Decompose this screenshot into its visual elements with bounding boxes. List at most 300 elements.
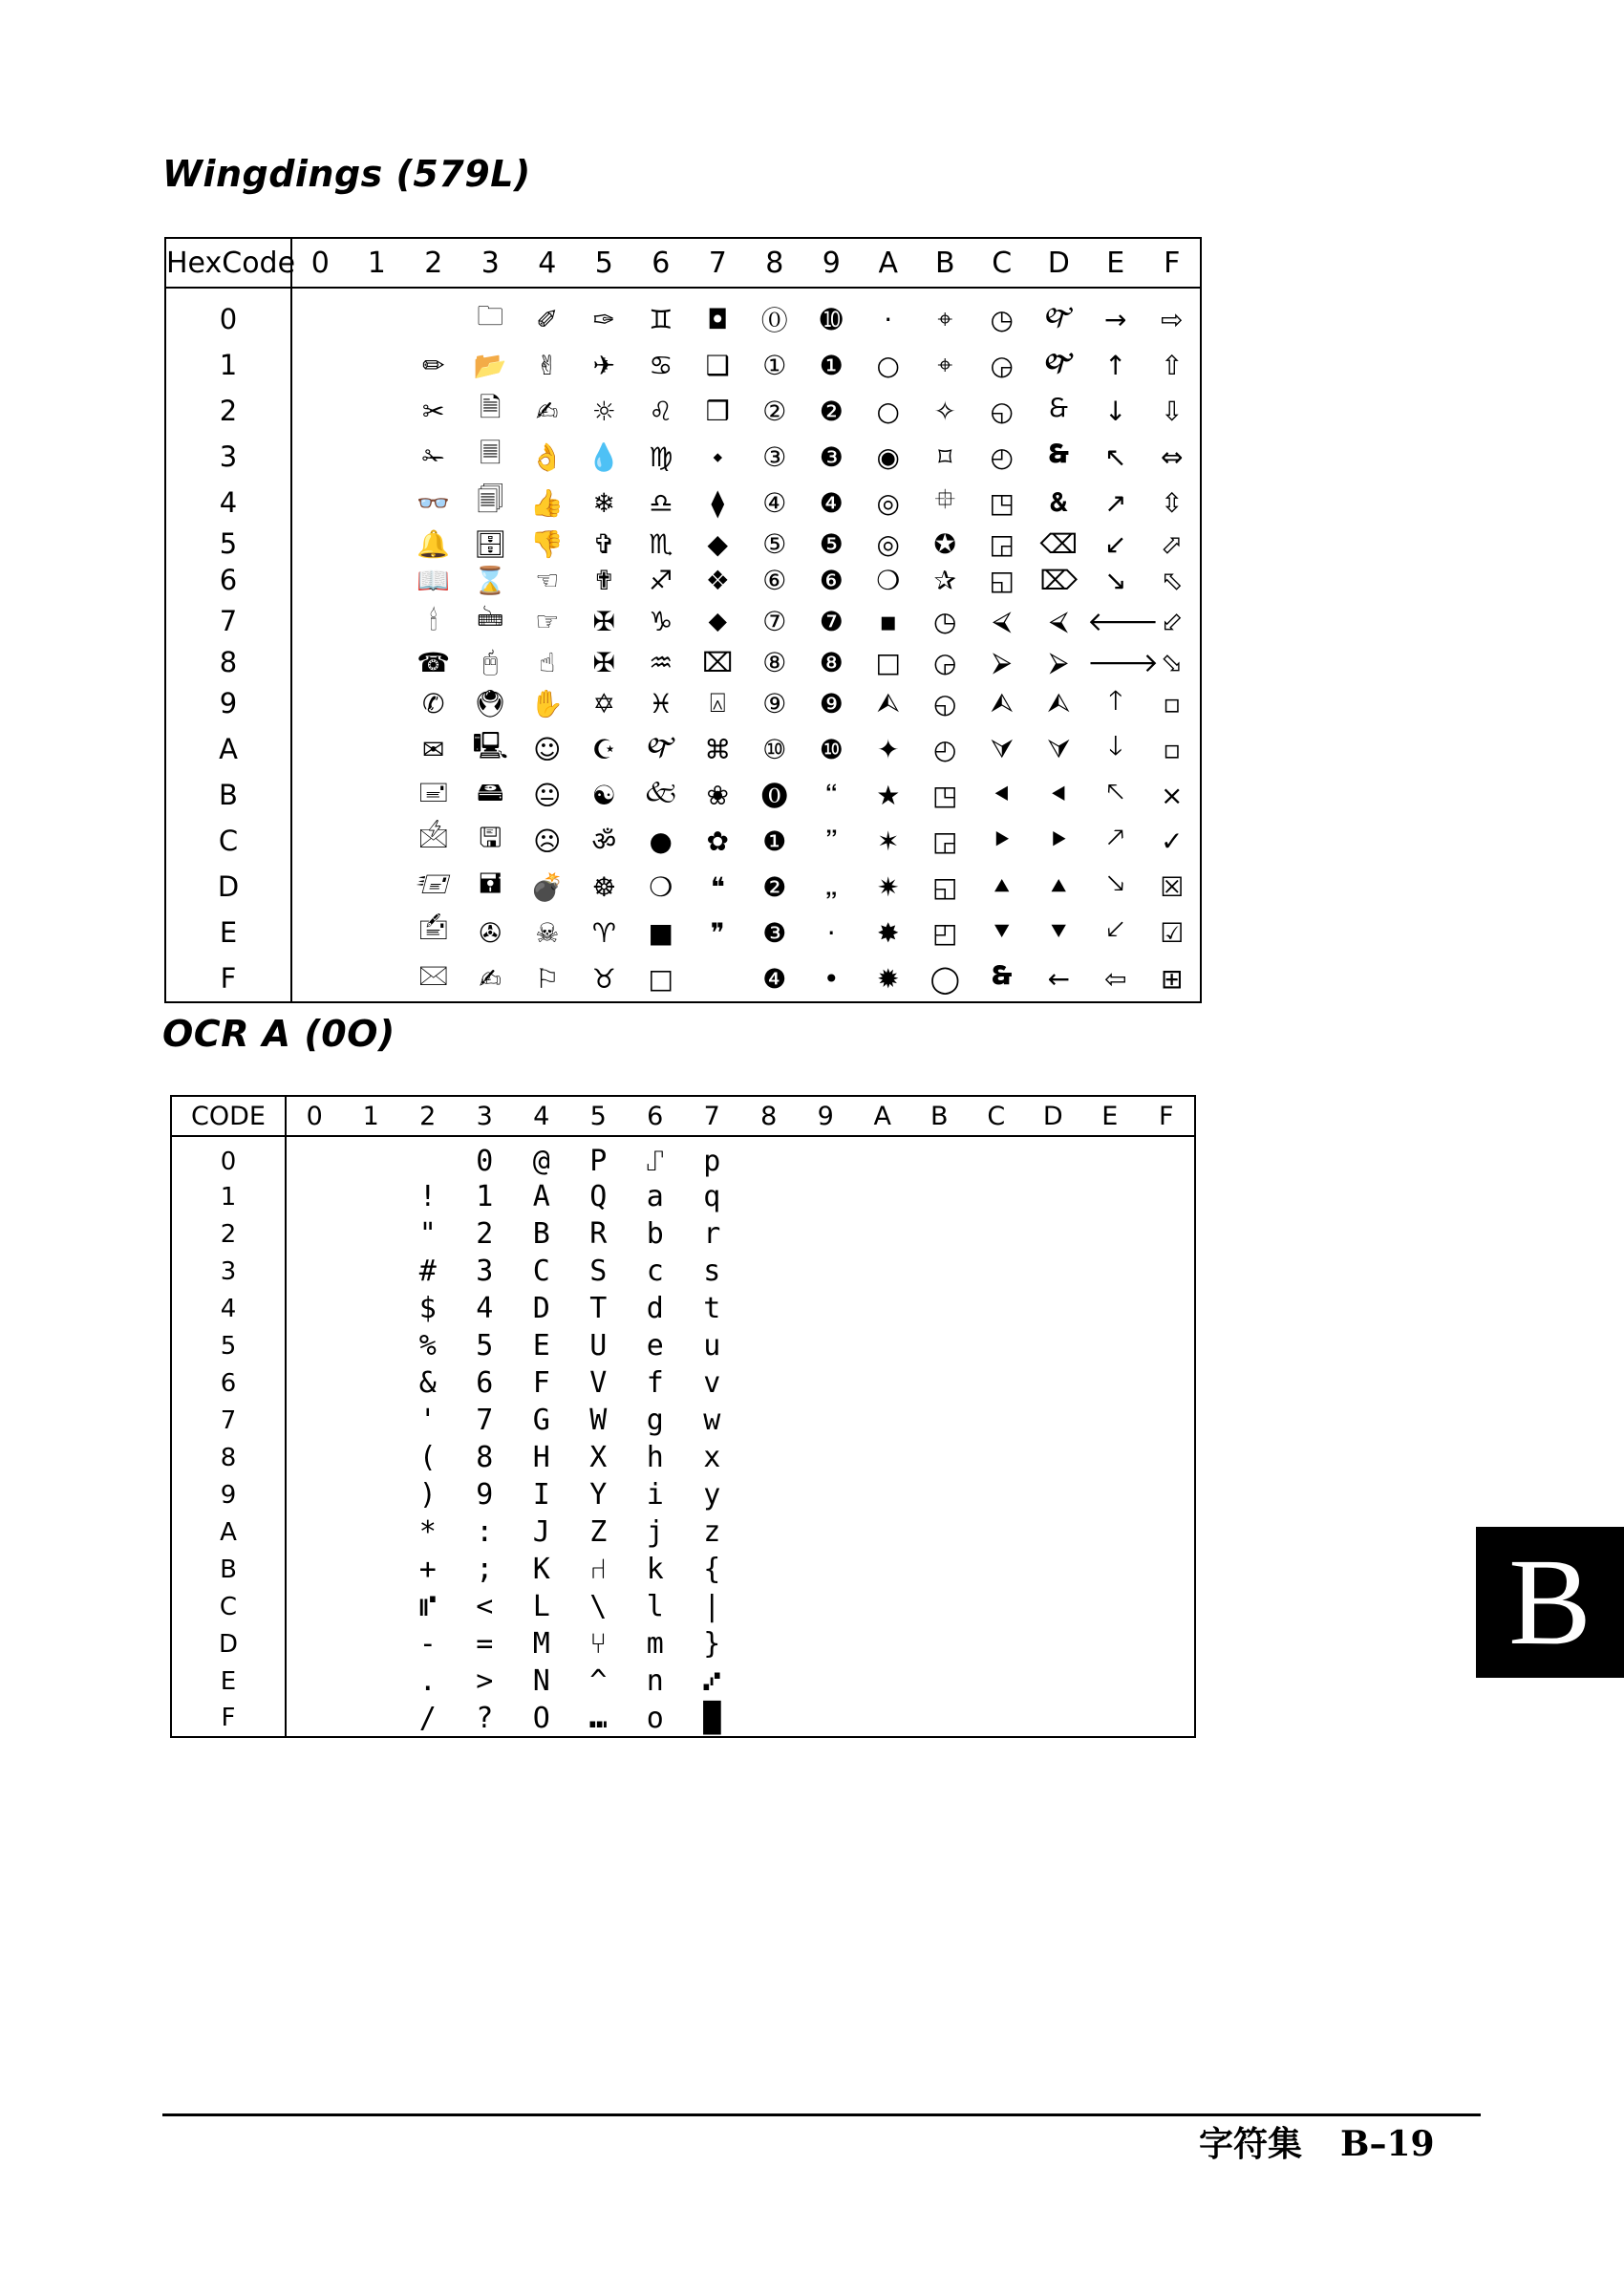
column-header: 4 (519, 238, 576, 288)
glyph-cell (968, 1513, 1025, 1551)
glyph-cell: ♋ (649, 349, 673, 381)
glyph-cell (1081, 1663, 1139, 1700)
row-header: B (171, 1551, 286, 1588)
glyph-cell (1081, 1513, 1139, 1551)
glyph-cell: ⌘ (704, 733, 732, 765)
glyph-cell (286, 1700, 343, 1737)
footer (1199, 2117, 1435, 2166)
glyph-cell: ☠ (535, 916, 560, 949)
glyph-cell: r (703, 1217, 721, 1251)
glyph-cell (854, 1136, 911, 1178)
glyph-cell: ✑ (592, 303, 615, 335)
glyph-cell (911, 1290, 969, 1327)
glyph-cell (286, 1513, 343, 1551)
glyph-cell (740, 1476, 798, 1513)
glyph-cell: c (646, 1255, 664, 1288)
glyph-cell: ⯇ (1048, 779, 1070, 810)
glyph-cell: 🡗 (1106, 913, 1125, 945)
glyph-cell: : (476, 1515, 494, 1549)
glyph-cell: ⌦ (1039, 564, 1079, 596)
glyph-cell: 🙲 (1049, 392, 1069, 423)
glyph-cell: i (646, 1478, 664, 1512)
glyph-cell: Z (589, 1515, 608, 1549)
glyph-cell (1025, 1588, 1082, 1625)
glyph-cell (1081, 1402, 1139, 1439)
glyph-cell (1139, 1663, 1196, 1700)
glyph-cell: ▫ (1163, 733, 1182, 765)
glyph-cell: " (418, 1217, 437, 1251)
glyph-cell: ⮘ (1049, 605, 1069, 636)
glyph-cell: ➓ (820, 303, 843, 335)
glyph-cell (968, 1178, 1025, 1215)
table-row (165, 562, 1201, 598)
glyph-cell (1139, 1402, 1196, 1439)
glyph-cell: 0 (476, 1145, 494, 1178)
glyph-cell (286, 1439, 343, 1476)
glyph-cell: ⯈ (1048, 825, 1070, 856)
table-row (165, 644, 1201, 680)
glyph-cell (291, 818, 349, 864)
glyph-cell: ⬩ (713, 440, 723, 472)
glyph-cell: k (646, 1553, 664, 1586)
glyph-cell (291, 772, 349, 818)
glyph-cell: ⊞ (1161, 962, 1184, 995)
row-header: 0 (165, 288, 291, 342)
glyph-cell: 🗎 (479, 392, 502, 423)
glyph-cell (1025, 1364, 1082, 1402)
glyph-cell: v (703, 1366, 721, 1400)
glyph-cell (291, 434, 349, 480)
glyph-cell: s (703, 1255, 721, 1288)
glyph-cell (349, 644, 406, 680)
glyph-cell (740, 1588, 798, 1625)
glyph-cell: & (418, 1366, 437, 1400)
row-header: 9 (165, 680, 291, 726)
glyph-cell: ☎ (417, 646, 451, 678)
glyph-cell (854, 1215, 911, 1253)
glyph-cell (291, 726, 349, 772)
glyph-cell: $ (418, 1292, 437, 1325)
glyph-cell: 📂 (473, 349, 507, 381)
glyph-cell: V (589, 1366, 608, 1400)
column-header: 2 (405, 238, 462, 288)
glyph-cell: 👎 (530, 527, 565, 560)
table-row (171, 1551, 1195, 1588)
glyph-cell: ◴ (933, 733, 957, 765)
glyph-cell (911, 1439, 969, 1476)
table-row (165, 910, 1201, 955)
glyph-cell: ☼ (591, 395, 616, 427)
glyph-cell (1139, 1215, 1196, 1253)
column-header: A (854, 1096, 911, 1136)
row-header: 0 (171, 1136, 286, 1178)
glyph-cell (798, 1439, 855, 1476)
glyph-cell: W (589, 1404, 608, 1437)
row-header: 2 (165, 388, 291, 434)
glyph-cell (1139, 1513, 1196, 1551)
glyph-cell: l (646, 1590, 664, 1623)
glyph-cell: 🖰 (481, 646, 499, 677)
glyph-cell: ↑ (1104, 349, 1127, 381)
glyph-cell: ② (762, 395, 787, 427)
glyph-cell (343, 1136, 400, 1178)
glyph-cell: ⯆ (991, 916, 1013, 948)
row-header: A (171, 1513, 286, 1551)
glyph-cell (286, 1402, 343, 1439)
glyph-cell: S (589, 1255, 608, 1288)
glyph-cell (854, 1253, 911, 1290)
glyph-cell (286, 1551, 343, 1588)
wingdings-table (164, 237, 1202, 1003)
glyph-cell: 🖮 (477, 602, 504, 633)
glyph-cell: 🡖 (1106, 868, 1125, 899)
glyph-cell (343, 1551, 400, 1588)
glyph-cell (1025, 1700, 1082, 1737)
glyph-cell: ❾ (819, 687, 844, 719)
glyph-cell: ⯅ (1048, 870, 1070, 902)
glyph-cell: ⮙ (876, 687, 900, 719)
glyph-cell (286, 1136, 343, 1178)
row-header: 4 (171, 1290, 286, 1327)
glyph-cell (740, 1215, 798, 1253)
glyph-cell: ❺ (819, 527, 844, 560)
glyph-cell: ◴ (990, 440, 1014, 473)
glyph-cell (1025, 1253, 1082, 1290)
glyph-cell (349, 680, 406, 726)
glyph-cell (349, 480, 406, 526)
glyph-cell: 🡐 (1087, 606, 1160, 637)
glyph-cell: ☺ (533, 733, 562, 765)
glyph-cell (968, 1364, 1025, 1402)
glyph-cell: ✐ (536, 303, 559, 335)
glyph-cell (740, 1551, 798, 1588)
glyph-cell: C (532, 1255, 550, 1288)
glyph-cell: 👍 (530, 486, 565, 519)
row-header: D (165, 864, 291, 910)
glyph-cell (798, 1364, 855, 1402)
table-row (165, 772, 1201, 818)
glyph-cell (349, 342, 406, 388)
glyph-cell: D (532, 1292, 550, 1325)
glyph-cell: n (646, 1664, 664, 1698)
glyph-cell: ① (762, 349, 787, 381)
column-header: 7 (684, 1096, 741, 1136)
glyph-cell: · (826, 916, 836, 949)
glyph-cell: ☹ (533, 825, 562, 857)
glyph-cell: % (418, 1329, 437, 1362)
glyph-cell: ⬥ (708, 605, 728, 636)
glyph-cell: ⑀ (646, 1145, 664, 1178)
glyph-cell: ⍓ (709, 687, 726, 719)
glyph-cell: w (703, 1404, 721, 1437)
glyph-cell (286, 1625, 343, 1663)
glyph-cell: ⇩ (1161, 395, 1184, 427)
glyph-cell: x (703, 1441, 721, 1474)
glyph-cell (349, 726, 406, 772)
row-header: 9 (171, 1476, 286, 1513)
glyph-cell: 🖬 (479, 868, 502, 899)
glyph-cell: ⑨ (762, 687, 787, 719)
glyph-cell: ✍ (536, 395, 559, 427)
glyph-cell: ❑ (705, 349, 730, 381)
glyph-cell: + (418, 1553, 437, 1586)
glyph-cell: 📖 (417, 564, 451, 596)
glyph-cell: ♑ (649, 605, 673, 637)
table-row (165, 388, 1201, 434)
glyph-cell: ? (476, 1701, 494, 1735)
glyph-cell: ♈ (591, 916, 616, 949)
glyph-cell (911, 1364, 969, 1402)
row-header: F (171, 1700, 286, 1737)
glyph-cell: \ (589, 1590, 608, 1623)
glyph-cell (911, 1215, 969, 1253)
table-row (171, 1215, 1195, 1253)
glyph-cell: M (532, 1627, 550, 1661)
row-header: 1 (165, 342, 291, 388)
row-header: 3 (165, 434, 291, 480)
glyph-cell (740, 1625, 798, 1663)
glyph-cell (349, 598, 406, 644)
glyph-cell: ⇦ (1104, 962, 1127, 995)
glyph-cell: / (418, 1701, 437, 1735)
glyph-cell (1025, 1327, 1082, 1364)
glyph-cell (1081, 1364, 1139, 1402)
glyph-cell: | (703, 1590, 721, 1623)
header-row (171, 1096, 1195, 1136)
table-row (165, 680, 1201, 726)
glyph-cell: O (532, 1701, 550, 1735)
glyph-cell (1081, 1476, 1139, 1513)
glyph-cell (911, 1700, 969, 1737)
glyph-cell: ◷ (990, 303, 1014, 335)
glyph-cell: 🗐 (477, 483, 504, 515)
glyph-cell: 🖴 (477, 776, 504, 807)
glyph-cell: ♍ (649, 440, 673, 473)
table-row (165, 480, 1201, 526)
row-header: 6 (165, 562, 291, 598)
glyph-cell: ^ (589, 1664, 608, 1698)
glyph-cell (343, 1588, 400, 1625)
glyph-cell: ! (418, 1180, 437, 1213)
glyph-cell (1139, 1327, 1196, 1364)
glyph-cell (1025, 1663, 1082, 1700)
glyph-cell: K (532, 1553, 550, 1586)
glyph-cell (291, 288, 349, 342)
glyph-cell: 🖃 (417, 776, 450, 807)
glyph-cell: ❍ (876, 564, 901, 596)
glyph-cell (1025, 1513, 1082, 1551)
glyph-cell: U (589, 1329, 608, 1362)
glyph-cell: ◷ (933, 605, 957, 637)
glyph-cell: j (646, 1515, 664, 1549)
glyph-cell (1025, 1625, 1082, 1663)
glyph-cell: ⑁ (589, 1553, 608, 1586)
glyph-cell: ▪ (879, 605, 898, 637)
glyph-cell: ✞ (592, 527, 615, 560)
column-header: 6 (627, 1096, 684, 1136)
glyph-cell: 🙸 (824, 870, 839, 902)
glyph-cell: ⇔ (1161, 440, 1184, 473)
table-row (171, 1253, 1195, 1290)
glyph-cell: 🙳 (992, 959, 1013, 991)
glyph-cell: 3 (476, 1255, 494, 1288)
glyph-cell (740, 1439, 798, 1476)
glyph-cell (1081, 1625, 1139, 1663)
page-number: B–19 (1340, 2124, 1435, 2164)
glyph-cell: # (418, 1255, 437, 1288)
glyph-cell (291, 910, 349, 955)
row-header: 2 (171, 1215, 286, 1253)
glyph-cell: ○ (876, 349, 900, 381)
glyph-cell: 👌 (530, 440, 565, 473)
glyph-cell: 🖂 (417, 959, 450, 991)
column-header: 7 (690, 238, 747, 288)
glyph-cell (1139, 1588, 1196, 1625)
glyph-cell: 🡔 (1106, 776, 1125, 807)
glyph-cell (349, 910, 406, 955)
glyph-cell (291, 598, 349, 644)
glyph-cell: ☒ (1160, 870, 1185, 903)
glyph-cell (1025, 1136, 1082, 1178)
glyph-cell: ⑦ (762, 605, 787, 637)
glyph-cell: ✁ (422, 440, 445, 473)
glyph-cell: 🙴 (1049, 486, 1069, 518)
glyph-cell: ✉ (422, 733, 445, 765)
table-row (165, 726, 1201, 772)
glyph-cell (911, 1136, 969, 1178)
glyph-cell: ❹ (819, 486, 844, 519)
glyph-cell: 🗄 (473, 527, 508, 560)
glyph-cell: 9 (476, 1478, 494, 1512)
glyph-cell: 🖅 (416, 868, 451, 899)
glyph-cell (1081, 1253, 1139, 1290)
glyph-cell: ❀ (706, 779, 729, 811)
column-header: 8 (740, 1096, 798, 1136)
glyph-cell: ॐ (591, 826, 617, 857)
glyph-cell: ❷ (762, 870, 787, 903)
glyph-cell (740, 1178, 798, 1215)
glyph-cell: 🙱 (1041, 346, 1077, 377)
glyph-cell (343, 1364, 400, 1402)
glyph-cell (349, 955, 406, 1002)
header-row (165, 238, 1201, 288)
glyph-cell (798, 1551, 855, 1588)
glyph-cell (1139, 1253, 1196, 1290)
glyph-cell: ❞ (710, 916, 725, 949)
footer-title: 字符集 (1199, 2124, 1303, 2164)
glyph-cell: R (589, 1217, 608, 1251)
glyph-cell: ③ (762, 440, 787, 473)
table-row (165, 434, 1201, 480)
glyph-cell: ❝ (710, 870, 725, 903)
glyph-cell (740, 1364, 798, 1402)
glyph-cell: 4 (476, 1292, 494, 1325)
glyph-cell (286, 1215, 343, 1253)
glyph-cell: ◯ (930, 962, 960, 995)
glyph-cell (405, 288, 462, 342)
glyph-cell: ✰ (933, 564, 956, 596)
wingdings-title: Wingdings (579L) (162, 153, 531, 195)
glyph-cell (690, 955, 747, 1002)
glyph-cell (286, 1476, 343, 1513)
glyph-cell: ↘ (1104, 564, 1127, 596)
glyph-cell (968, 1663, 1025, 1700)
glyph-cell: 🕯 (429, 605, 438, 636)
glyph-cell: ✸ (877, 916, 900, 949)
row-header: E (165, 910, 291, 955)
glyph-cell (798, 1253, 855, 1290)
row-header: 8 (171, 1439, 286, 1476)
glyph-cell: { (703, 1553, 721, 1586)
glyph-cell: 🙰 (643, 730, 678, 762)
glyph-cell: ④ (762, 486, 787, 519)
glyph-cell: o (646, 1701, 664, 1735)
column-header: C (968, 1096, 1025, 1136)
glyph-cell (1139, 1700, 1196, 1737)
glyph-cell (286, 1290, 343, 1327)
glyph-cell (1025, 1402, 1082, 1439)
glyph-cell (286, 1663, 343, 1700)
glyph-cell: ◘ (707, 303, 729, 335)
ocra-table (170, 1095, 1196, 1738)
glyph-cell: Q (589, 1180, 608, 1213)
glyph-cell (854, 1513, 911, 1551)
glyph-cell: ✠ (592, 646, 615, 678)
glyph-cell: █ (703, 1701, 721, 1735)
glyph-cell: ❖ (705, 564, 730, 596)
column-header: 0 (286, 1096, 343, 1136)
glyph-cell: ♊ (649, 303, 673, 335)
glyph-cell (291, 562, 349, 598)
column-header: D (1031, 238, 1088, 288)
row-header: D (171, 1625, 286, 1663)
glyph-cell (343, 1513, 400, 1551)
glyph-cell (911, 1178, 969, 1215)
glyph-cell: ⇨ (1161, 303, 1184, 335)
glyph-cell: t (703, 1292, 721, 1325)
glyph-cell (286, 1364, 343, 1402)
glyph-cell: → (1104, 303, 1127, 335)
glyph-cell: ☜ (535, 564, 560, 596)
glyph-cell: ⇧ (1161, 349, 1184, 381)
glyph-cell: ⮛ (1047, 733, 1071, 764)
column-header: B (917, 238, 974, 288)
glyph-cell: 🖄 (417, 822, 450, 853)
corner-label: CODE (171, 1096, 286, 1136)
glyph-cell (291, 680, 349, 726)
glyph-cell (1025, 1439, 1082, 1476)
glyph-cell (1081, 1215, 1139, 1253)
glyph-cell: ❒ (705, 395, 730, 427)
glyph-cell: 1 (476, 1180, 494, 1213)
glyph-cell: ⧫ (711, 486, 725, 519)
column-header: 4 (513, 1096, 570, 1136)
glyph-cell: ◎ (876, 527, 900, 560)
glyph-cell (286, 1178, 343, 1215)
glyph-cell: z (703, 1515, 721, 1549)
glyph-cell (798, 1402, 855, 1439)
row-header: F (165, 955, 291, 1002)
glyph-cell: } (703, 1627, 721, 1661)
glyph-cell: ⌖ (937, 303, 953, 334)
glyph-cell: ◵ (933, 687, 957, 719)
row-header: E (171, 1663, 286, 1700)
glyph-cell: 💣 (530, 870, 565, 903)
column-header: F (1144, 238, 1202, 288)
glyph-cell (968, 1551, 1025, 1588)
glyph-cell: ♎ (649, 486, 673, 519)
glyph-cell (1139, 1551, 1196, 1588)
